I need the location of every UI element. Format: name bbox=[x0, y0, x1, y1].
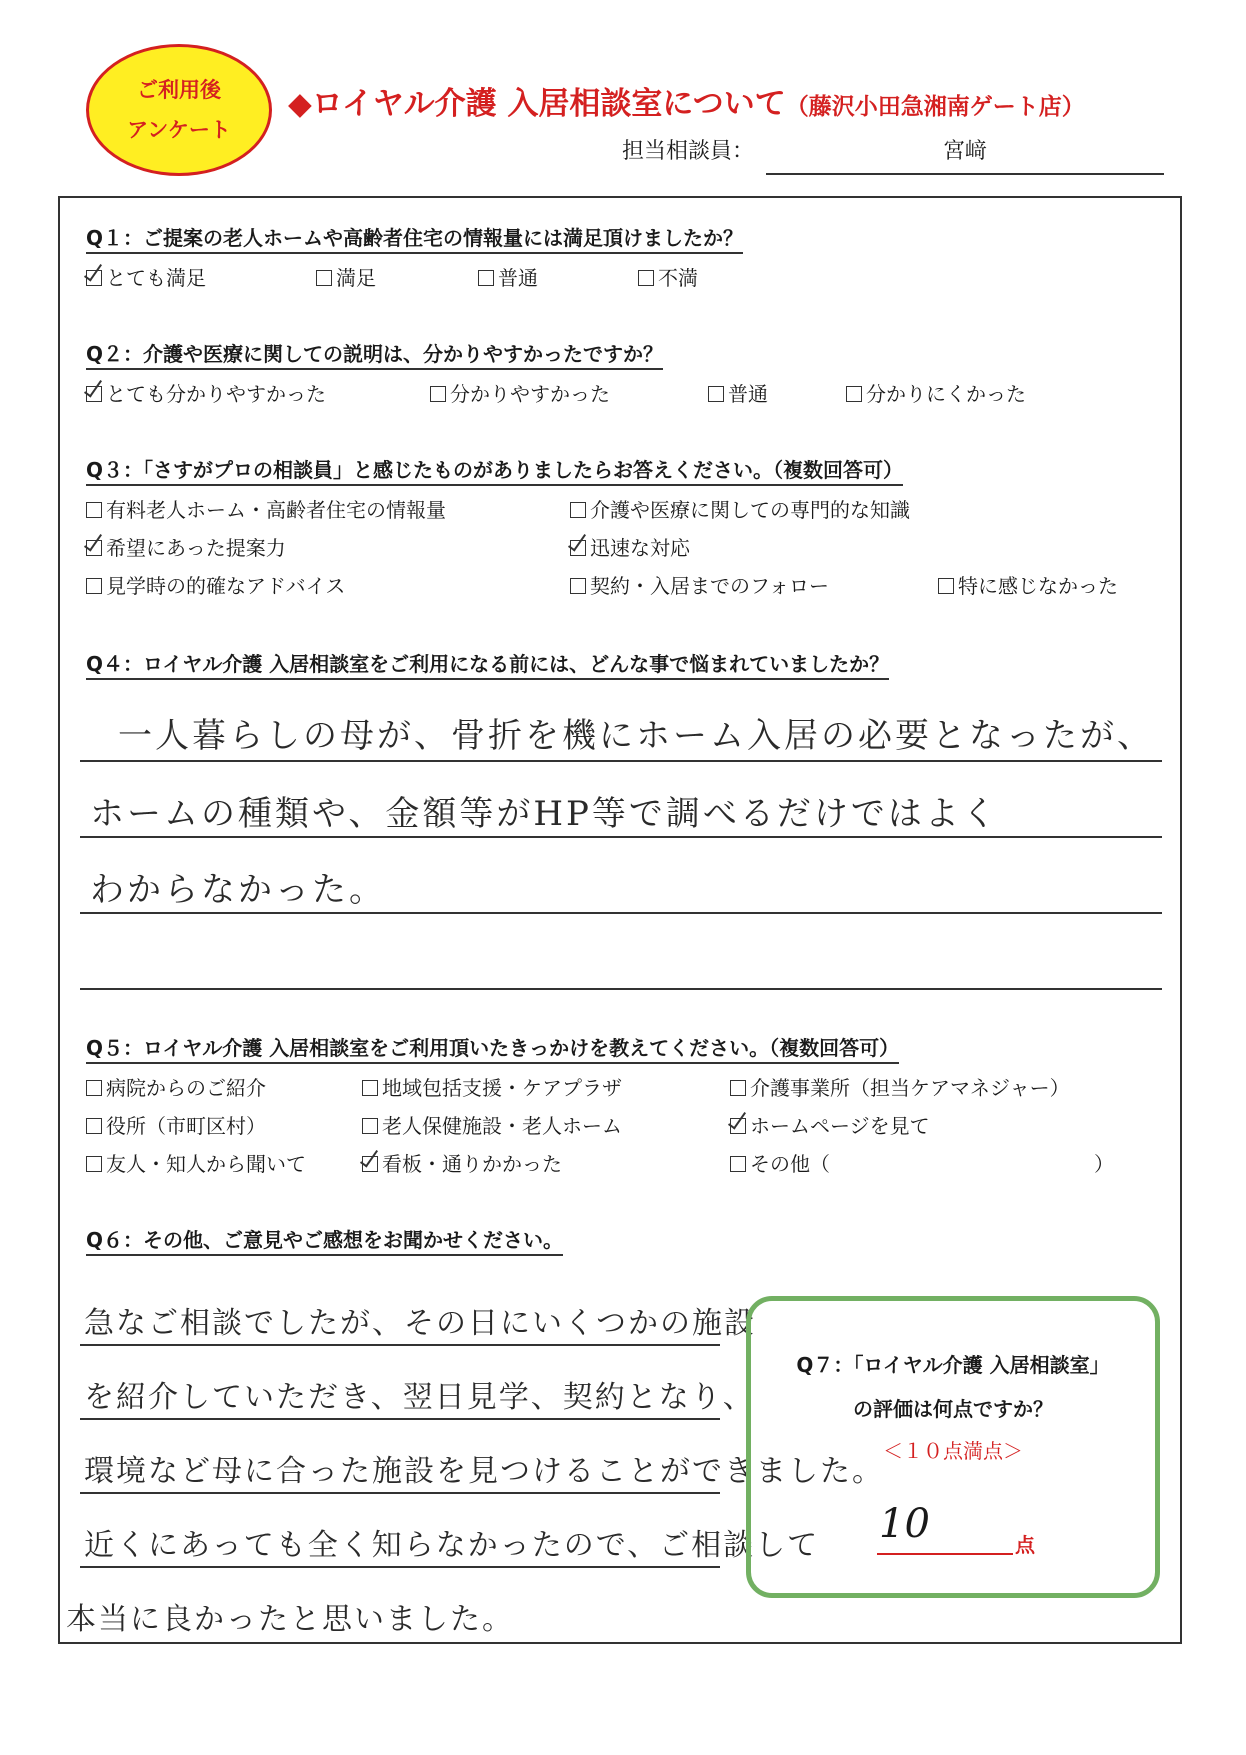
q5-option-4[interactable]: 役所（市町区村） bbox=[86, 1110, 266, 1139]
checkbox-icon[interactable] bbox=[570, 578, 586, 594]
checked-box-icon[interactable] bbox=[86, 540, 102, 556]
checkbox-icon[interactable] bbox=[86, 1080, 102, 1096]
checked-box-icon[interactable] bbox=[730, 1118, 746, 1134]
q6-answer-line-1: 急なご相談でしたが、その日にいくつかの施設 bbox=[84, 1306, 756, 1341]
checkbox-icon[interactable] bbox=[430, 386, 446, 402]
diamond-icon: ◆ bbox=[288, 86, 312, 122]
q3-question: Q３：「さすがプロの相談員」と感じたものがありましたらお答えください。（複数回答可） bbox=[86, 454, 903, 486]
checkbox-icon[interactable] bbox=[730, 1080, 746, 1096]
checkbox-icon[interactable] bbox=[86, 1156, 102, 1172]
q2-question: Q２：介護や医療に関しての説明は、分かりやすかったですか？ bbox=[86, 338, 663, 370]
q5-other-close: ） bbox=[1094, 1152, 1114, 1176]
badge-line1: ご利用後 bbox=[137, 78, 221, 102]
checked-box-icon[interactable] bbox=[86, 270, 102, 286]
q6-answer-line-3: 環境など母に合った施設を見つけることができました。 bbox=[84, 1454, 884, 1489]
q5-question: Q５：ロイヤル介護 入居相談室をご利用頂いたきっかけを教えてください。（複数回答可） bbox=[86, 1032, 899, 1064]
checkbox-icon[interactable] bbox=[938, 578, 954, 594]
q4-answer-line-1: 一人暮らしの母が、骨折を機にホーム入居の必要となったが、 bbox=[118, 716, 1154, 756]
q3-option-5[interactable]: 見学時の的確なアドバイス bbox=[86, 570, 345, 599]
q7-score-value[interactable]: 10 bbox=[879, 1501, 930, 1547]
answer-rule bbox=[80, 912, 1162, 914]
q3-option-3[interactable]: 希望にあった提案力 bbox=[86, 532, 286, 561]
q6-question: Q６：その他、ご意見やご感想をお聞かせください。 bbox=[86, 1224, 563, 1256]
q6-answer-line-5: 本当に良かったと思いました。 bbox=[66, 1602, 514, 1637]
q5-option-2[interactable]: 地域包括支援・ケアプラザ bbox=[362, 1072, 622, 1101]
q5-option-9[interactable]: その他（ bbox=[730, 1148, 830, 1177]
q1-option-4[interactable]: 不満 bbox=[638, 262, 698, 291]
q7-max-note: ＜１０点満点＞ bbox=[883, 1439, 1023, 1463]
q2-option-1[interactable]: とても分かりやすかった bbox=[86, 378, 326, 407]
q2-option-3[interactable]: 普通 bbox=[708, 378, 768, 407]
checked-box-icon[interactable] bbox=[86, 386, 102, 402]
checked-box-icon[interactable] bbox=[362, 1156, 378, 1172]
answer-rule bbox=[80, 836, 1162, 838]
q3-option-1[interactable]: 有料老人ホーム・高齢者住宅の情報量 bbox=[86, 494, 446, 523]
store-name: （藤沢小田急湘南ゲート店） bbox=[785, 94, 1085, 120]
staff-name: 宮﨑 bbox=[766, 134, 1164, 175]
checkbox-icon[interactable] bbox=[730, 1156, 746, 1172]
staff-label: 担当相談員： bbox=[622, 139, 755, 164]
answer-rule bbox=[80, 1492, 720, 1494]
q7-question: Q７：「ロイヤル介護 入居相談室」 bbox=[796, 1353, 1110, 1377]
q5-option-1[interactable]: 病院からのご紹介 bbox=[86, 1072, 266, 1101]
q5-option-7[interactable]: 友人・知人から聞いて bbox=[86, 1148, 306, 1177]
q4-answer-line-3: わからなかった。 bbox=[90, 870, 386, 910]
answer-rule bbox=[80, 1566, 720, 1568]
q3-option-6[interactable]: 契約・入居までのフォロー bbox=[570, 570, 829, 599]
q1-question: Q１：ご提案の老人ホームや高齢者住宅の情報量には満足頂けましたか？ bbox=[86, 222, 743, 254]
q5-option-8[interactable]: 看板・通りかかった bbox=[362, 1148, 562, 1177]
checked-box-icon[interactable] bbox=[570, 540, 586, 556]
checkbox-icon[interactable] bbox=[316, 270, 332, 286]
survey-badge bbox=[86, 44, 272, 176]
q3-option-2[interactable]: 介護や医療に関しての専門的な知識 bbox=[570, 494, 910, 523]
checkbox-icon[interactable] bbox=[362, 1118, 378, 1134]
q5-option-3[interactable]: 介護事業所（担当ケアマネジャー） bbox=[730, 1072, 1070, 1101]
answer-rule bbox=[80, 1344, 720, 1346]
checkbox-icon[interactable] bbox=[638, 270, 654, 286]
answer-rule bbox=[80, 1418, 720, 1420]
q3-option-7[interactable]: 特に感じなかった bbox=[938, 570, 1118, 599]
score-underline bbox=[877, 1553, 1013, 1555]
badge-line2: アンケート bbox=[127, 118, 231, 142]
checkbox-icon[interactable] bbox=[478, 270, 494, 286]
q1-option-3[interactable]: 普通 bbox=[478, 262, 538, 291]
q4-answer-line-2: ホームの種類や、金額等がHP等で調べるだけではよく bbox=[90, 794, 999, 834]
checkbox-icon[interactable] bbox=[362, 1080, 378, 1096]
q7-score-box bbox=[746, 1296, 1160, 1598]
title-text: ロイヤル介護 入居相談室について bbox=[311, 86, 786, 122]
checkbox-icon[interactable] bbox=[708, 386, 724, 402]
q1-option-2[interactable]: 満足 bbox=[316, 262, 376, 291]
answer-rule bbox=[80, 760, 1162, 762]
q4-question: Q４：ロイヤル介護 入居相談室をご利用になる前には、どんな事で悩まれていましたか？ bbox=[86, 648, 889, 680]
answer-rule bbox=[80, 988, 1162, 990]
q6-answer-line-2: を紹介していただき、翌日見学、契約となり、 bbox=[84, 1380, 755, 1415]
q2-option-4[interactable]: 分かりにくかった bbox=[846, 378, 1026, 407]
q5-option-5[interactable]: 老人保健施設・老人ホーム bbox=[362, 1110, 622, 1139]
q7-question-2: の評価は何点ですか？ bbox=[853, 1397, 1053, 1421]
q6-answer-line-4: 近くにあっても全く知らなかったので、ご相談して bbox=[84, 1528, 820, 1563]
q7-score-unit: 点 bbox=[1015, 1533, 1035, 1557]
q1-option-1[interactable]: とても満足 bbox=[86, 262, 206, 291]
q3-option-4[interactable]: 迅速な対応 bbox=[570, 532, 690, 561]
checkbox-icon[interactable] bbox=[86, 578, 102, 594]
checkbox-icon[interactable] bbox=[846, 386, 862, 402]
checkbox-icon[interactable] bbox=[86, 1118, 102, 1134]
checkbox-icon[interactable] bbox=[570, 502, 586, 518]
checkbox-icon[interactable] bbox=[86, 502, 102, 518]
q2-option-2[interactable]: 分かりやすかった bbox=[430, 378, 610, 407]
page-title bbox=[288, 78, 1085, 123]
q5-option-6[interactable]: ホームページを見て bbox=[730, 1110, 930, 1139]
